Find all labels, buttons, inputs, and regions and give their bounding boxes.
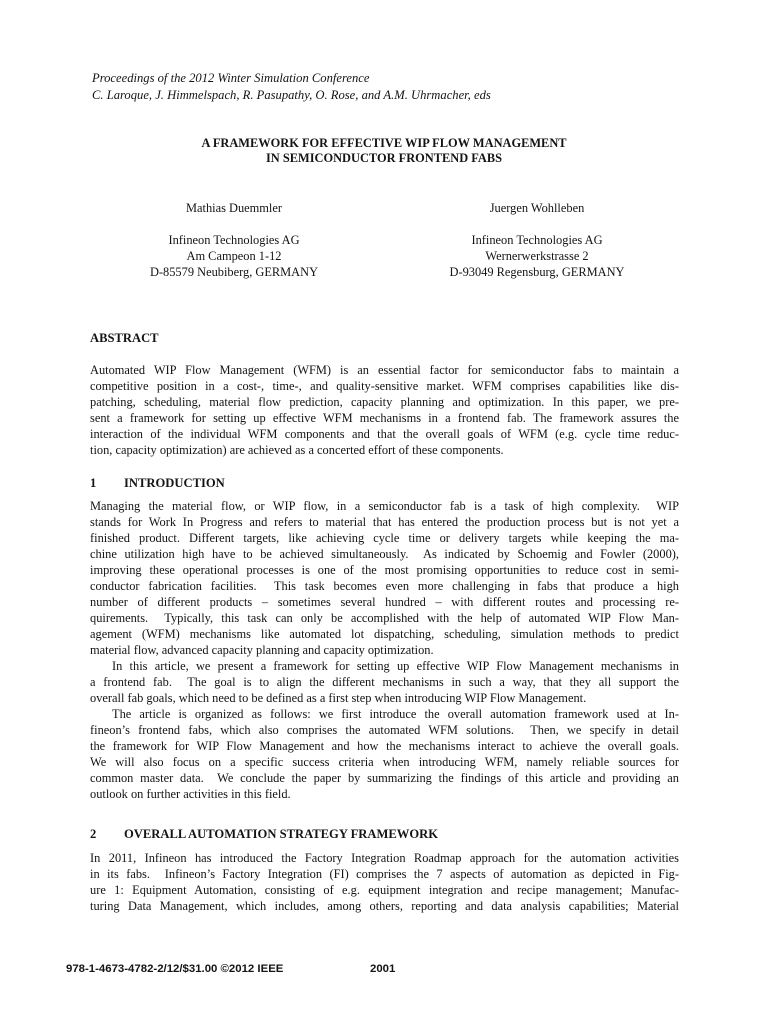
section-1-p3-line: We will also focus on a specific success criteria when introducing WFM, namely reliable sources for [90,755,679,769]
section-1-p3-line: the framework for WIP Flow Management and how the mechanisms interact to achieve the overall goals. [90,739,679,753]
section-1-p3-line: The article is organized as follows: we first introduce the overall automation framework used at In- [112,707,679,721]
abstract-line: tion, capacity optimization) are achieved as a concerted effort of these components. [90,443,504,457]
abstract-line: patching, scheduling, material flow prediction, capacity planning and optimization. In this paper, we pre- [90,395,679,409]
author-2-org: Infineon Technologies AG [471,233,603,247]
section-1-p2-line: In this article, we present a framework for setting up effective WIP Flow Management mechanisms in [112,659,679,673]
section-1-p1-line: chine utilization high have to be achieved simultaneously. As indicated by Schoemig and Fowler (2000), [90,547,679,561]
abstract-heading: ABSTRACT [90,331,159,345]
section-1-p1-line: agement (WFM) mechanisms like automated lot dispatching, scheduling, simulation methods to predict [90,627,679,641]
author-1-name: Mathias Duemmler [185,201,282,215]
author-1-street: Am Campeon 1-12 [186,249,282,263]
section-1-number: 1 [90,476,97,490]
page-number: 2001 [370,963,396,975]
author-1-city: D-85579 Neubiberg, GERMANY [149,265,319,279]
section-1-p1-line: quirements. Typically, this task can only be accomplished with the help of automated WIP Flow Man- [90,611,679,625]
section-1-title: INTRODUCTION [124,476,225,490]
section-1-p2-line: overall fab goals, which need to be defined as a first step when introducing WIP Flow Management. [90,691,587,705]
abstract-line: competitive position in a cost-, time-, and quality-sensitive market. WFM comprises capabilities like dis- [90,379,679,393]
section-1-p1-line: number of different products – sometimes several hundred – with different routes and processing re- [90,595,679,609]
section-1-p1-line: finished product. Different targets, like achieving cycle time or delivery targets while keeping the ma- [90,531,679,545]
section-1-heading [90,475,225,491]
section-1-p3-line: fineon’s frontend fabs, which also comprises the automated WFM solutions. Then, we specify in detail [90,723,679,737]
abstract-line: sent a framework for setting up effective WFM mechanisms in a frontend fab. The framework assures the [90,411,679,425]
section-1-p3-line: outlook on further activities in this field. [90,787,291,801]
section-1-p1-line: stands for Work In Progress and refers to material that has entered the production process but is not yet a [90,515,679,529]
section-1-p2-line: a frontend fab. The goal is to align the different mechanisms in such a way, that they all support the [90,675,679,689]
proceedings-line-2: C. Laroque, J. Himmelspach, R. Pasupathy, O. Rose, and A.M. Uhrmacher, eds [92,88,491,102]
section-2-p1-line: turing Data Management, which includes, among others, reporting and data analysis capabilities; Material [90,899,679,913]
section-2-p1-line: ure 1: Equipment Automation, consisting of e.g. equipment integration and recipe management; Manufac- [90,883,679,897]
paper-title-line-1: A FRAMEWORK FOR EFFECTIVE WIP FLOW MANAGEMENT [201,136,567,150]
proceedings-line-1: Proceedings of the 2012 Winter Simulation Conference [92,71,370,85]
author-2-city: D-93049 Regensburg, GERMANY [449,265,625,279]
footer-isbn: 978-1-4673-4782-2/12/$31.00 ©2012 IEEE [66,963,284,975]
abstract-line: interaction of the individual WFM components and that the overall goals of WFM (e.g. cycle time reduc- [90,427,679,441]
section-1-p3-line: common master data. We conclude the paper by summarizing the findings of this article and providing an [90,771,679,785]
section-2-p1-line: in its fabs. Infineon’s Factory Integration (FI) comprises the 7 aspects of automation as depicted in Fig- [90,867,679,881]
author-2-name: Juergen Wohlleben [489,201,585,215]
paper-title-line-2: IN SEMICONDUCTOR FRONTEND FABS [265,151,503,165]
section-1-p1-line: conductor fabrication facilities. This task becomes even more challenging in fabs that produce a high [90,579,679,593]
section-2-title: OVERALL AUTOMATION STRATEGY FRAMEWORK [124,827,439,841]
author-1-org: Infineon Technologies AG [168,233,300,247]
section-2-p1-line: In 2011, Infineon has introduced the Factory Integration Roadmap approach for the automation activities [90,851,679,865]
section-2-heading [90,826,438,842]
abstract-line: Automated WIP Flow Management (WFM) is an essential factor for semiconductor fabs to maintain a [90,363,679,377]
section-2-number: 2 [90,827,97,841]
section-1-p1-line: Managing the material flow, or WIP flow, in a semiconductor fab is a task of high complexity. WIP [90,499,679,513]
section-1-p1-line: improving these operational processes is one of the most promising opportunities to reduce cost in semi- [90,563,679,577]
section-1-p1-line: material flow, advanced capacity planning and capacity optimization. [90,643,434,657]
author-2-street: Wernerwerkstrasse 2 [485,249,589,263]
